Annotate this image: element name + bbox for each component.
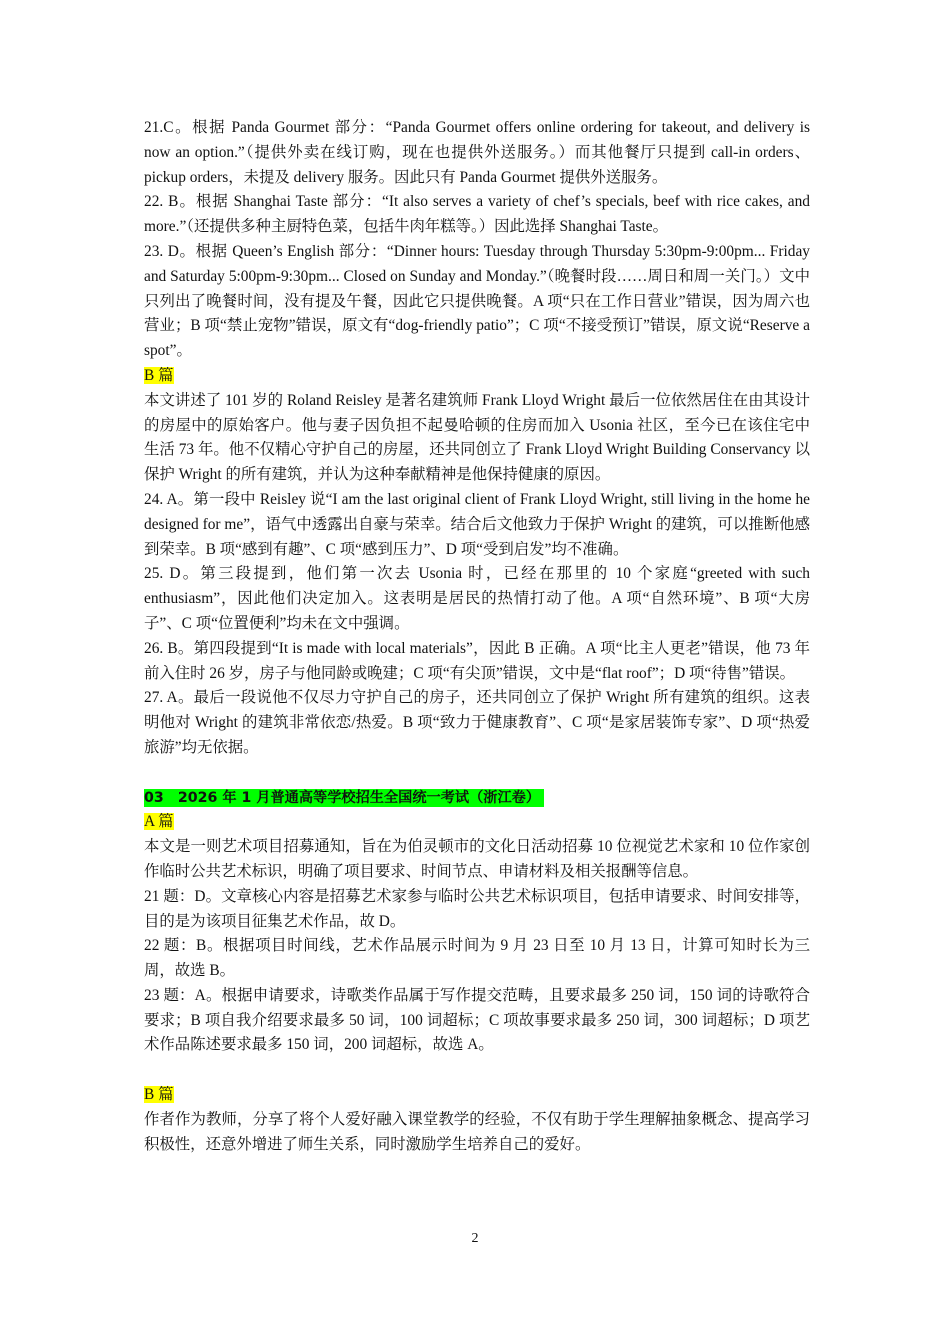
answer-22: 22. B。根据 Shanghai Taste 部分：“It also serves a variety of chef’s specials, beef with rice cakes, and more.”（还提供多种主厨特色菜，包括牛肉年糕等。）因此选择 Shanghai Taste。: [144, 193, 810, 236]
answer-27: 27. A。最后一段说他不仅尽力守护自己的房子，还共同创立了保护 Wright 所有建筑的组织。这表明他对 Wright 的建筑非常依恋/热爱。B 项“致力于健康教育”、C 项“是家居装饰专家”、D 项“热爱旅游”均无依据。: [144, 689, 810, 756]
answer-23: 23. D。根据 Queen’s English 部分：“Dinner hours: Tuesday through Thursday 5:30pm-9:00pm... Friday and Saturday 5:00pm-9:30pm... Closed on Sunday and Monday.”（晚餐时段……周日和周一关门。）文中只列出了晚餐时间，没有提及午餐，因此它只提供晚餐。A 项“只在工作日营业”错误，因为周六也营业；B 项“禁止宠物”错误，原文有“dog-friendly patio”；C 项“不接受预订”错误，原文说“Reserve a spot”。: [144, 242, 810, 360]
answer-23-zj: 23 题：A。根据申请要求，诗歌类作品属于写作提交范畴，且要求最多 250 词，150 词的诗歌符合要求；B 项自我介绍要求最多 50 词，100 词超标；C 项故事要求最多 250 词，300 词超标；D 项艺术作品陈述要求最多 150 词，200 词超标，故选 A。: [144, 986, 810, 1054]
answer-26: 26. B。第四段提到“It is made with local materials”，因此 B 正确。A 项“比主人更老”错误，他 73 年前入住时 26 岁，房子与他同龄或晚建；C 项“有尖顶”错误，文中是“flat roof”；D 项“待售”错误。: [144, 639, 810, 682]
section-a-label-text: A 篇: [144, 813, 174, 831]
section-b-label-zj: [144, 1083, 810, 1108]
passage-a-summary: 本文是一则艺术项目招募通知，旨在为伯灵顿市的文化日活动招募 10 位视觉艺术家和 10 位作家创作临时公共艺术标识，明确了项目要求、时间节点、申请材料及相关报酬等信息。: [144, 838, 810, 880]
passage-b-summary: 本文讲述了 101 岁的 Roland Reisley 是著名建筑师 Frank Lloyd Wright 最后一位依然居住在由其设计的房屋中的原始客户。他与妻子因负担不起曼哈顿的住房而加入 Usonia 社区，至今已在该住宅中生活 73 年。他不仅精心守护自己的房屋，还共同创立了 Frank Lloyd Wright Building Conservancy 以保护 Wright 的所有建筑，并认为这种奉献精神是他保持健康的原因。: [144, 391, 810, 484]
answer-21-zj: 21 题：D。文章核心内容是招募艺术家参与临时公共艺术标识项目，包括申请要求、时间安排等，目的是为该项目征集艺术作品，故 D。: [144, 887, 810, 930]
document-body: [144, 116, 810, 1157]
blank-line: [144, 1058, 810, 1083]
blank-line: [144, 761, 810, 786]
answer-24: 24. A。第一段中 Reisley 说“I am the last original client of Frank Lloyd Wright, still living in the home he designed for me”，语气中透露出自豪与荣幸。结合后文他致力于保护 Wright 的建筑，可以推断他感到荣幸。B 项“感到有趣”、C 项“感到压力”、D 项“受到启发”均不准确。: [144, 490, 810, 558]
section-a-label: [144, 810, 810, 835]
answer-21: 21.C。根据 Panda Gourmet 部分：“Panda Gourmet offers online ordering for takeout, and delivery is now an option.”（提供外卖在线订购，现在也提供外送服务。）而其他餐厅只提到 call-in orders、pickup orders，未提及 delivery 服务。因此只有 Panda Gourmet 提供外送服务。: [144, 119, 810, 186]
exam-heading: [144, 786, 810, 811]
section-b-label: [144, 364, 810, 389]
section-b-label-text: B 篇: [144, 366, 174, 384]
section-b-label-zj-text: B 篇: [144, 1086, 174, 1104]
answer-22-zj: 22 题：B。根据项目时间线，艺术作品展示时间为 9 月 23 日至 10 月 13 日，计算可知时长为三周，故选 B。: [144, 937, 810, 980]
passage-b-summary-zj: 作者作为教师，分享了将个人爱好融入课堂教学的经验，不仅有助于学生理解抽象概念、提高学习积极性，还意外增进了师生关系，同时激励学生培养自己的爱好。: [144, 1110, 810, 1153]
page-number: 2: [471, 1231, 479, 1246]
answer-25: 25. D。第三段提到，他们第一次去 Usonia 时，已经在那里的 10 个家庭“greeted with such enthusiasm”，因此他们决定加入。这表明是居民的热情打动了他。A 项“自然环境”、B 项“大房子”、C 项“位置便利”均未在文中强调。: [144, 565, 810, 632]
exam-heading-text: 03 2026 年 1 月普通高等学校招生全国统一考试（浙江卷）: [144, 789, 544, 807]
